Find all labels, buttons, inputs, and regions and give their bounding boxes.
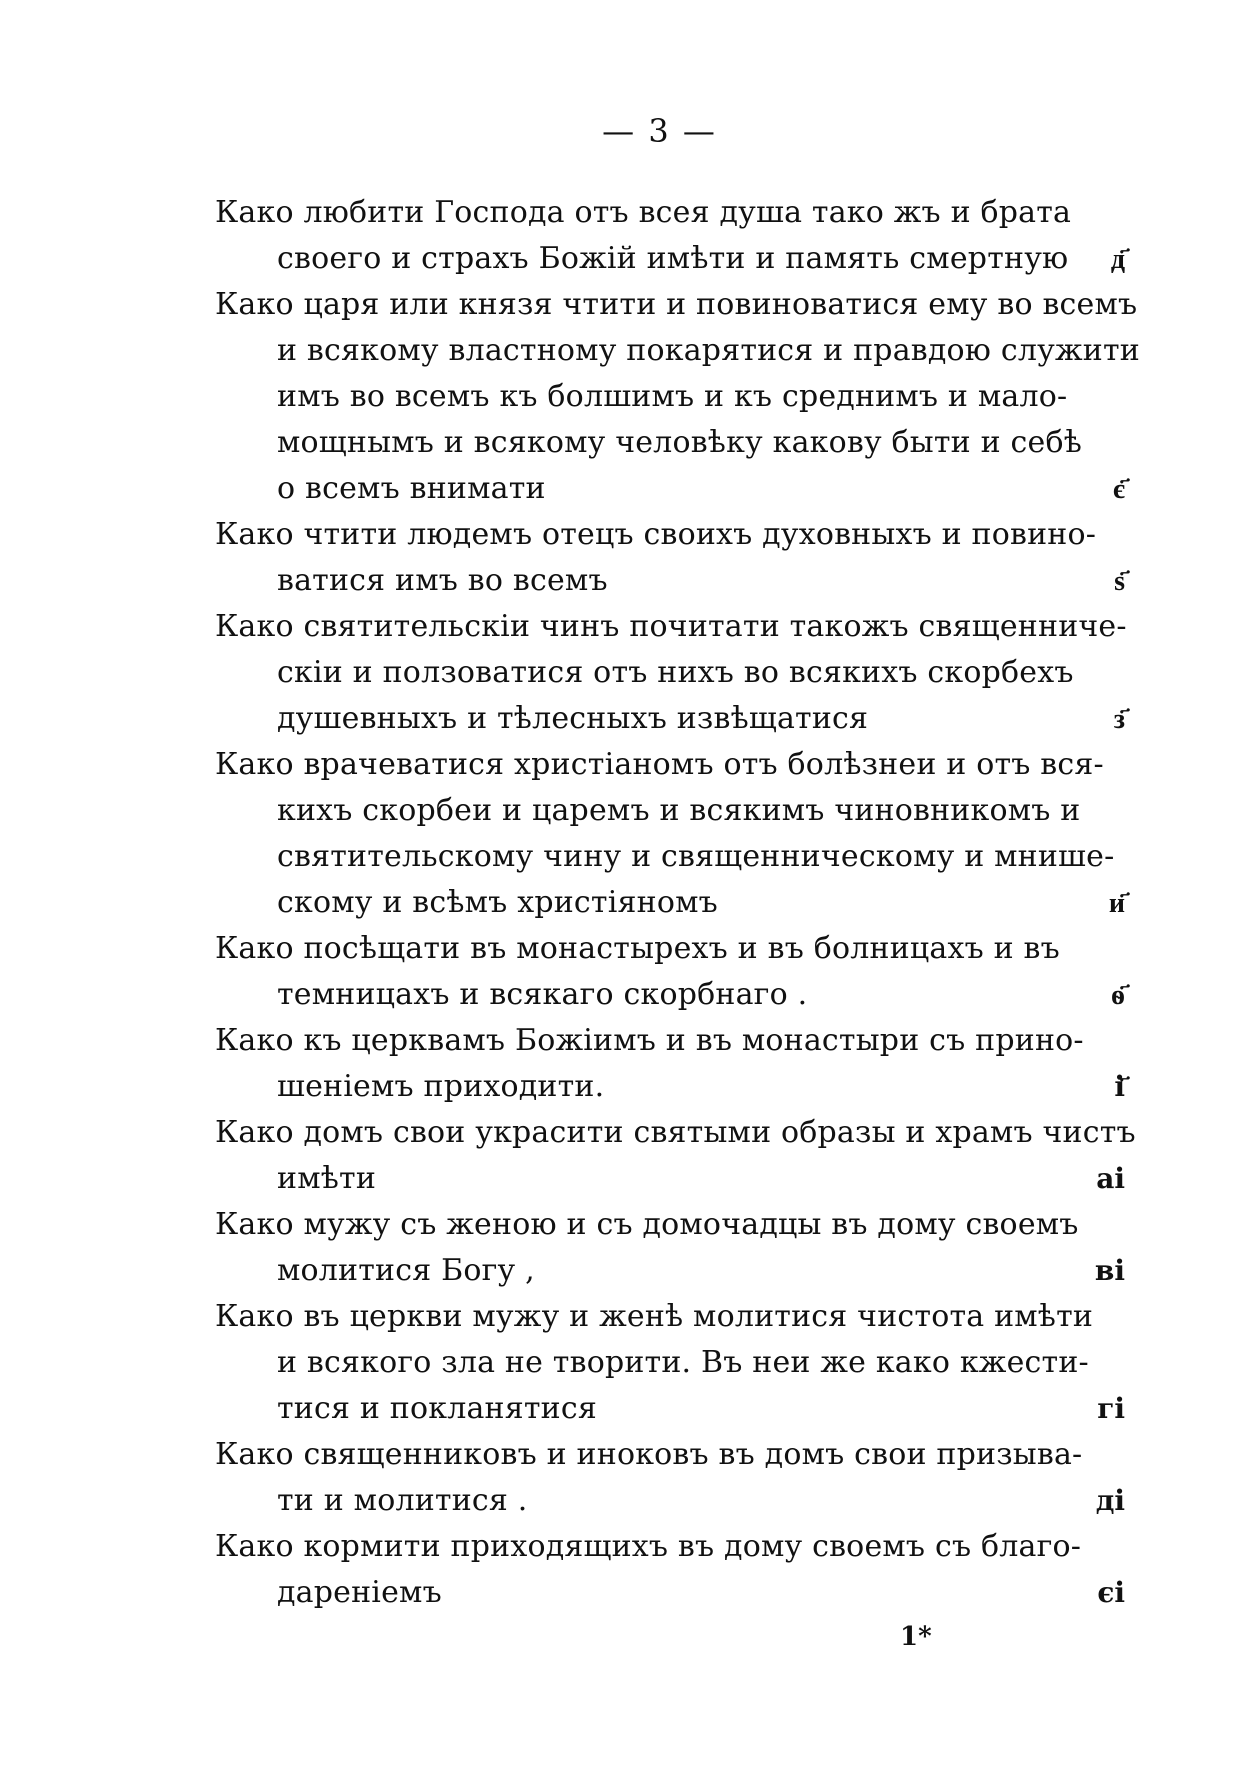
- toc-entry-page-ref: i҃: [1114, 1070, 1125, 1103]
- toc-entry-line: кихъ скорбеи и царемъ и всякимъ чиновникомъ и: [277, 793, 1081, 828]
- toc-entry-line: душевныхъ и тѣлесныхъ извѣщатися: [277, 701, 869, 736]
- table-of-contents: [215, 190, 1140, 1616]
- toc-entry-line: и всякому властному покарятися и правдою служити: [277, 333, 1140, 368]
- toc-entry: [215, 512, 1125, 604]
- toc-entry-page-ref: д҃: [1110, 242, 1125, 275]
- toc-entry-line: Како въ церкви мужу и женѣ молитися чистота имѣти: [215, 1299, 1094, 1334]
- toc-entry-line: имъ во всемъ къ болшимъ и къ среднимъ и мало-: [277, 379, 1068, 414]
- toc-entry: [215, 1294, 1125, 1432]
- toc-entry-page-ref: ѕ҃: [1114, 564, 1125, 597]
- toc-entry-page-ref: є҃: [1112, 472, 1125, 505]
- toc-entry-line: и всякого зла не творити. Въ неи же како кжести-: [277, 1345, 1089, 1380]
- toc-entry-page-ref: з҃: [1113, 702, 1125, 735]
- toc-entry: [215, 926, 1125, 1018]
- toc-entry-line: Како къ церквамъ Божiимъ и въ монастыри съ прино-: [215, 1023, 1084, 1058]
- toc-entry-line: шенiемъ приходити.: [277, 1069, 605, 1104]
- toc-entry-line: о всемъ внимати: [277, 471, 546, 506]
- toc-entry: [215, 742, 1125, 926]
- toc-entry-line: святительскому чину и священническому и мнише-: [277, 839, 1115, 874]
- toc-entry-page-ref: и҃: [1108, 886, 1125, 919]
- toc-entry: [215, 1524, 1125, 1616]
- toc-entry-line: Како священниковъ и иноковъ въ домъ свои призыва-: [215, 1437, 1083, 1472]
- toc-entry-line: Како домъ свои украсити святыми образы и храмъ чистъ: [215, 1115, 1136, 1150]
- toc-entry: [215, 1432, 1125, 1524]
- toc-entry-line: тися и покланятися: [277, 1391, 597, 1426]
- toc-entry: [215, 1202, 1125, 1294]
- toc-entry-page-ref: вi: [1094, 1254, 1125, 1287]
- page-number: — 3 —: [602, 112, 717, 150]
- toc-entry-line: Како чтити людемъ отецъ своихъ духовныхъ и повино-: [215, 517, 1097, 552]
- toc-entry-line: мощнымъ и всякому человѣку какову быти и себѣ: [277, 425, 1083, 460]
- toc-entry: [215, 604, 1125, 742]
- toc-entry-page-ref: єi: [1097, 1576, 1125, 1609]
- toc-entry: [215, 190, 1125, 282]
- signature-mark: 1*: [900, 1622, 932, 1652]
- toc-entry-line: даренiемъ: [277, 1575, 442, 1610]
- toc-entry-page-ref: дi: [1095, 1484, 1125, 1517]
- toc-entry-line: скiи и ползоватися отъ нихъ во всякихъ скорбехъ: [277, 655, 1074, 690]
- toc-entry-line: Како царя или князя чтити и повиноватися ему во всемъ: [215, 287, 1138, 322]
- toc-entry-line: темницахъ и всякаго скорбнаго .: [277, 977, 808, 1012]
- toc-entry-line: молитися Богу ,: [277, 1253, 535, 1288]
- toc-entry-line: ти и молитися .: [277, 1483, 528, 1518]
- toc-entry-line: своего и страхъ Божiй имѣти и память смертную: [277, 241, 1069, 276]
- toc-entry-page-ref: аi: [1096, 1162, 1125, 1195]
- toc-entry-page-ref: гi: [1097, 1392, 1125, 1425]
- toc-entry-line: Како посѣщати въ монастырехъ и въ болницахъ и въ: [215, 931, 1060, 966]
- toc-entry-line: ватися имъ во всемъ: [277, 563, 608, 598]
- toc-entry-line: Како святительскiи чинъ почитати такожъ священниче-: [215, 609, 1127, 644]
- toc-entry: [215, 282, 1140, 512]
- toc-entry-line: Како врачеватися христiаномъ отъ болѣзнеи и отъ вся-: [215, 747, 1104, 782]
- toc-entry-page-ref: ѳ҃: [1111, 978, 1125, 1011]
- toc-entry-line: Како кормити приходящихъ въ дому своемъ съ благо-: [215, 1529, 1082, 1564]
- toc-entry-line: скому и всѣмъ христiяномъ: [277, 885, 718, 920]
- toc-entry-line: Како любити Господа отъ всея душа тако жъ и брата: [215, 195, 1072, 230]
- toc-entry-line: имѣти: [277, 1161, 377, 1196]
- toc-entry: [215, 1110, 1136, 1202]
- toc-entry: [215, 1018, 1125, 1110]
- toc-entry-line: Како мужу съ женою и съ домочадцы въ дому своемъ: [215, 1207, 1079, 1242]
